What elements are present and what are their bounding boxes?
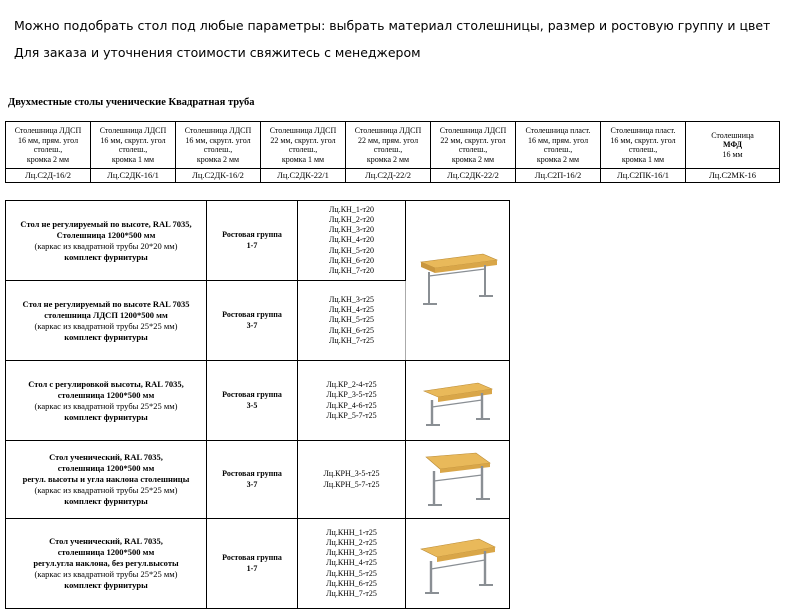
variant-code: Лц.С2ДК-22/1 bbox=[261, 169, 346, 183]
product-code: Лц.КН_6-т25 bbox=[329, 325, 374, 335]
variant-cell: Столешница ЛДСП 22 мм, прям. угол столеш., кромка 2 мм bbox=[346, 122, 431, 169]
desk-image bbox=[415, 529, 501, 599]
product-code: Лц.КН_6-т20 bbox=[329, 255, 374, 265]
product-row bbox=[6, 361, 510, 441]
product-row bbox=[6, 441, 510, 519]
product-code: Лц.КН_7-т25 bbox=[329, 335, 374, 345]
product-row bbox=[6, 519, 510, 609]
height-group-cell: Ростовая группа 3-5 bbox=[207, 361, 298, 441]
variant-code: Лц.С2П-16/2 bbox=[516, 169, 601, 183]
variant-cell: Столешница МФД 16 мм bbox=[686, 122, 780, 169]
product-code: Лц.КР_2-4-т25 bbox=[326, 380, 377, 390]
product-code: Лц.КР_5-7-т25 bbox=[326, 410, 377, 420]
desk-image bbox=[418, 447, 498, 513]
tabletop-variants-table bbox=[5, 121, 780, 183]
variant-cell: Столешница ЛДСП 16 мм, скругл. угол столеш., кромка 1 мм bbox=[91, 122, 176, 169]
product-image-cell bbox=[406, 361, 510, 441]
product-code: Лц.КР_4-6-т25 bbox=[326, 400, 377, 410]
product-image-cell bbox=[406, 441, 510, 519]
product-row bbox=[6, 201, 510, 281]
variants-description-row bbox=[6, 122, 780, 169]
product-code: Лц.КНН_4-т25 bbox=[326, 558, 377, 568]
product-codes-cell bbox=[298, 361, 406, 441]
products-table bbox=[5, 200, 510, 609]
product-code: Лц.КН_4-т20 bbox=[329, 235, 374, 245]
product-code: Лц.КН_3-т20 bbox=[329, 225, 374, 235]
height-group-cell: Ростовая группа 1-7 bbox=[207, 519, 298, 609]
height-group-cell: Ростовая группа 1-7 bbox=[207, 201, 298, 281]
product-codes-cell bbox=[298, 281, 406, 361]
product-name-cell: Стол с регулировкой высоты, RAL 7035, столешница 1200*500 мм (каркас из квадратной трубы 25*25 мм) комплект фурнитуры bbox=[6, 361, 207, 441]
product-code: Лц.КН_3-т25 bbox=[329, 294, 374, 304]
variant-code: Лц.С2Д-16/2 bbox=[6, 169, 91, 183]
variant-code: Лц.С2МК-16 bbox=[686, 169, 780, 183]
document-title: Двухместные столы ученические Квадратная труба bbox=[8, 97, 255, 108]
product-image-cell bbox=[406, 519, 510, 609]
product-code: Лц.КР_3-5-т25 bbox=[326, 390, 377, 400]
variant-cell: Столешница ЛДСП 16 мм, прям. угол столеш., кромка 2 мм bbox=[6, 122, 91, 169]
desk-image bbox=[413, 246, 503, 316]
product-code: Лц.КН_7-т20 bbox=[329, 266, 374, 275]
product-code: Лц.КН_5-т25 bbox=[329, 315, 374, 325]
intro-line-1: Можно подобрать стол под любые параметры: выбрать материал столешницы, размер и ростовую группу и цвет bbox=[14, 18, 771, 33]
product-code: Лц.КНН_6-т25 bbox=[326, 578, 377, 588]
product-code: Лц.КНН_3-т25 bbox=[326, 548, 377, 558]
variant-code: Лц.С2ДК-22/2 bbox=[431, 169, 516, 183]
product-code: Лц.КН_1-т20 bbox=[329, 204, 374, 214]
product-name-cell: Стол ученический, RAL 7035, столешница 1200*500 мм регул. высоты и угла наклона столешницы (каркас из квадратной трубы 25*25 мм) комплект фурнитуры bbox=[6, 441, 207, 519]
product-code: Лц.КНН_5-т25 bbox=[326, 568, 377, 578]
product-codes-cell bbox=[298, 441, 406, 519]
height-group-cell: Ростовая группа 3-7 bbox=[207, 441, 298, 519]
product-code: Лц.КН_2-т20 bbox=[329, 214, 374, 224]
product-code: Лц.КРН_5-7-т25 bbox=[323, 479, 380, 489]
variants-code-row bbox=[6, 169, 780, 183]
intro-line-2: Для заказа и уточнения стоимости свяжитесь с менеджером bbox=[14, 45, 421, 60]
product-code: Лц.КН_4-т25 bbox=[329, 305, 374, 315]
variant-code: Лц.С2ДК-16/1 bbox=[91, 169, 176, 183]
product-code: Лц.КНН_7-т25 bbox=[326, 589, 377, 598]
product-code: Лц.КНН_1-т25 bbox=[326, 527, 377, 537]
product-image-cell bbox=[406, 201, 510, 361]
variant-cell: Столешница ЛДСП 16 мм, скругл. угол столеш., кромка 2 мм bbox=[176, 122, 261, 169]
product-codes-cell bbox=[298, 519, 406, 609]
variant-code: Лц.С2Д-22/2 bbox=[346, 169, 431, 183]
variant-cell: Столешница ЛДСП 22 мм, скругл. угол столеш., кромка 2 мм bbox=[431, 122, 516, 169]
variant-cell: Столешница пласт. 16 мм, прям. угол столеш., кромка 2 мм bbox=[516, 122, 601, 169]
product-name-cell: Стол ученический, RAL 7035, столешница 1200*500 мм регул.угла наклона, без регул.высоты (каркас из квадратной трубы 25*25 мм) комплект фурнитуры bbox=[6, 519, 207, 609]
height-group-cell: Ростовая группа 3-7 bbox=[207, 281, 298, 361]
product-codes-cell bbox=[298, 201, 406, 281]
product-name-cell: Стол не регулируемый по высоте, RAL 7035, Столешница 1200*500 мм (каркас из квадратной трубы 20*20 мм) комплект фурнитуры bbox=[6, 201, 207, 281]
variant-cell: Столешница ЛДСП 22 мм, скругл. угол столеш., кромка 1 мм bbox=[261, 122, 346, 169]
product-code: Лц.КН_5-т20 bbox=[329, 245, 374, 255]
variant-code: Лц.С2ПК-16/1 bbox=[601, 169, 686, 183]
variant-code: Лц.С2ДК-16/2 bbox=[176, 169, 261, 183]
variant-cell: Столешница пласт. 16 мм, скругл. угол столеш., кромка 1 мм bbox=[601, 122, 686, 169]
product-name-cell: Стол не регулируемый по высоте RAL 7035 столешница ЛДСП 1200*500 мм (каркас из квадратной трубы 25*25 мм) комплект фурнитуры bbox=[6, 281, 207, 361]
desk-image bbox=[418, 369, 498, 433]
product-code: Лц.КНН_2-т25 bbox=[326, 537, 377, 547]
product-code: Лц.КРН_3-5-т25 bbox=[323, 469, 380, 479]
